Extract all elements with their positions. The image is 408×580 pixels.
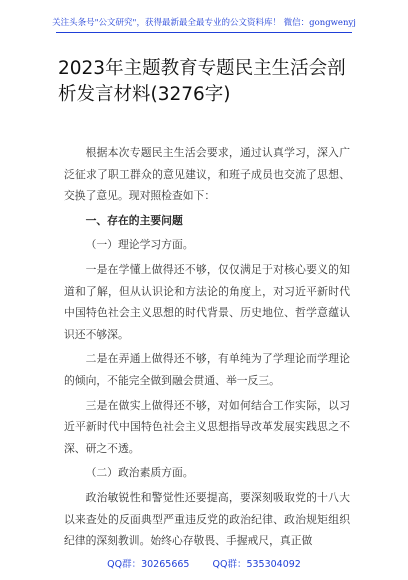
intro-paragraph: 根据本次专题民主生活会要求，通过认真学习，深入广泛征求了职工群众的意见建议，和班子成员也交流了思想、交换了意见。现对照检查如下： [64,146,350,203]
section-heading: 一、存在的主要问题 [85,213,183,227]
body-paragraph: 二是在弄通上做得还不够，有单纯为了学理论而学理论的倾向，不能完全做到融会贯通、举一反三。 [64,352,350,387]
subsection-heading: （一）理论学习方面。 [85,238,194,252]
top-promo-banner: 关注头条号"公文研究"，获得最新最全最专业的公文资料库！ 微信：gongwenyj [52,18,356,28]
body-paragraph: 政治敏锐性和警觉性还要提高，要深刻吸取党的十八大以来查处的反面典型严重违反党的政治纪律、政治规矩组织纪律的深刻教训。始终心存敬畏、手握戒尺，真正做 [64,490,350,548]
body-paragraph: 三是在做实上做得还不够，对如何结合工作实际，以习近平新时代中国特色社会主义思想指导改革发展实践思之不深、研之不透。 [64,398,350,455]
document-title: 2023年主题教育专题民主生活会剖析发言材料(3276字) [58,58,346,105]
document-body [64,142,350,555]
footer-banner [0,556,408,570]
header-divider [56,32,352,33]
qq-group-2: QQ群：535304092 [212,559,301,570]
subsection-heading: （二）政治素质方面。 [85,466,194,480]
qq-group-1: QQ群：30265665 [107,559,190,570]
body-paragraph: 一是在学懂上做得还不够，仅仅满足于对核心要义的知道和了解，但从认识论和方法论的角度上，对习近平新时代中国特色社会主义思想的时代背景、历史地位、哲学意蕴认识还不够深。 [64,262,350,341]
